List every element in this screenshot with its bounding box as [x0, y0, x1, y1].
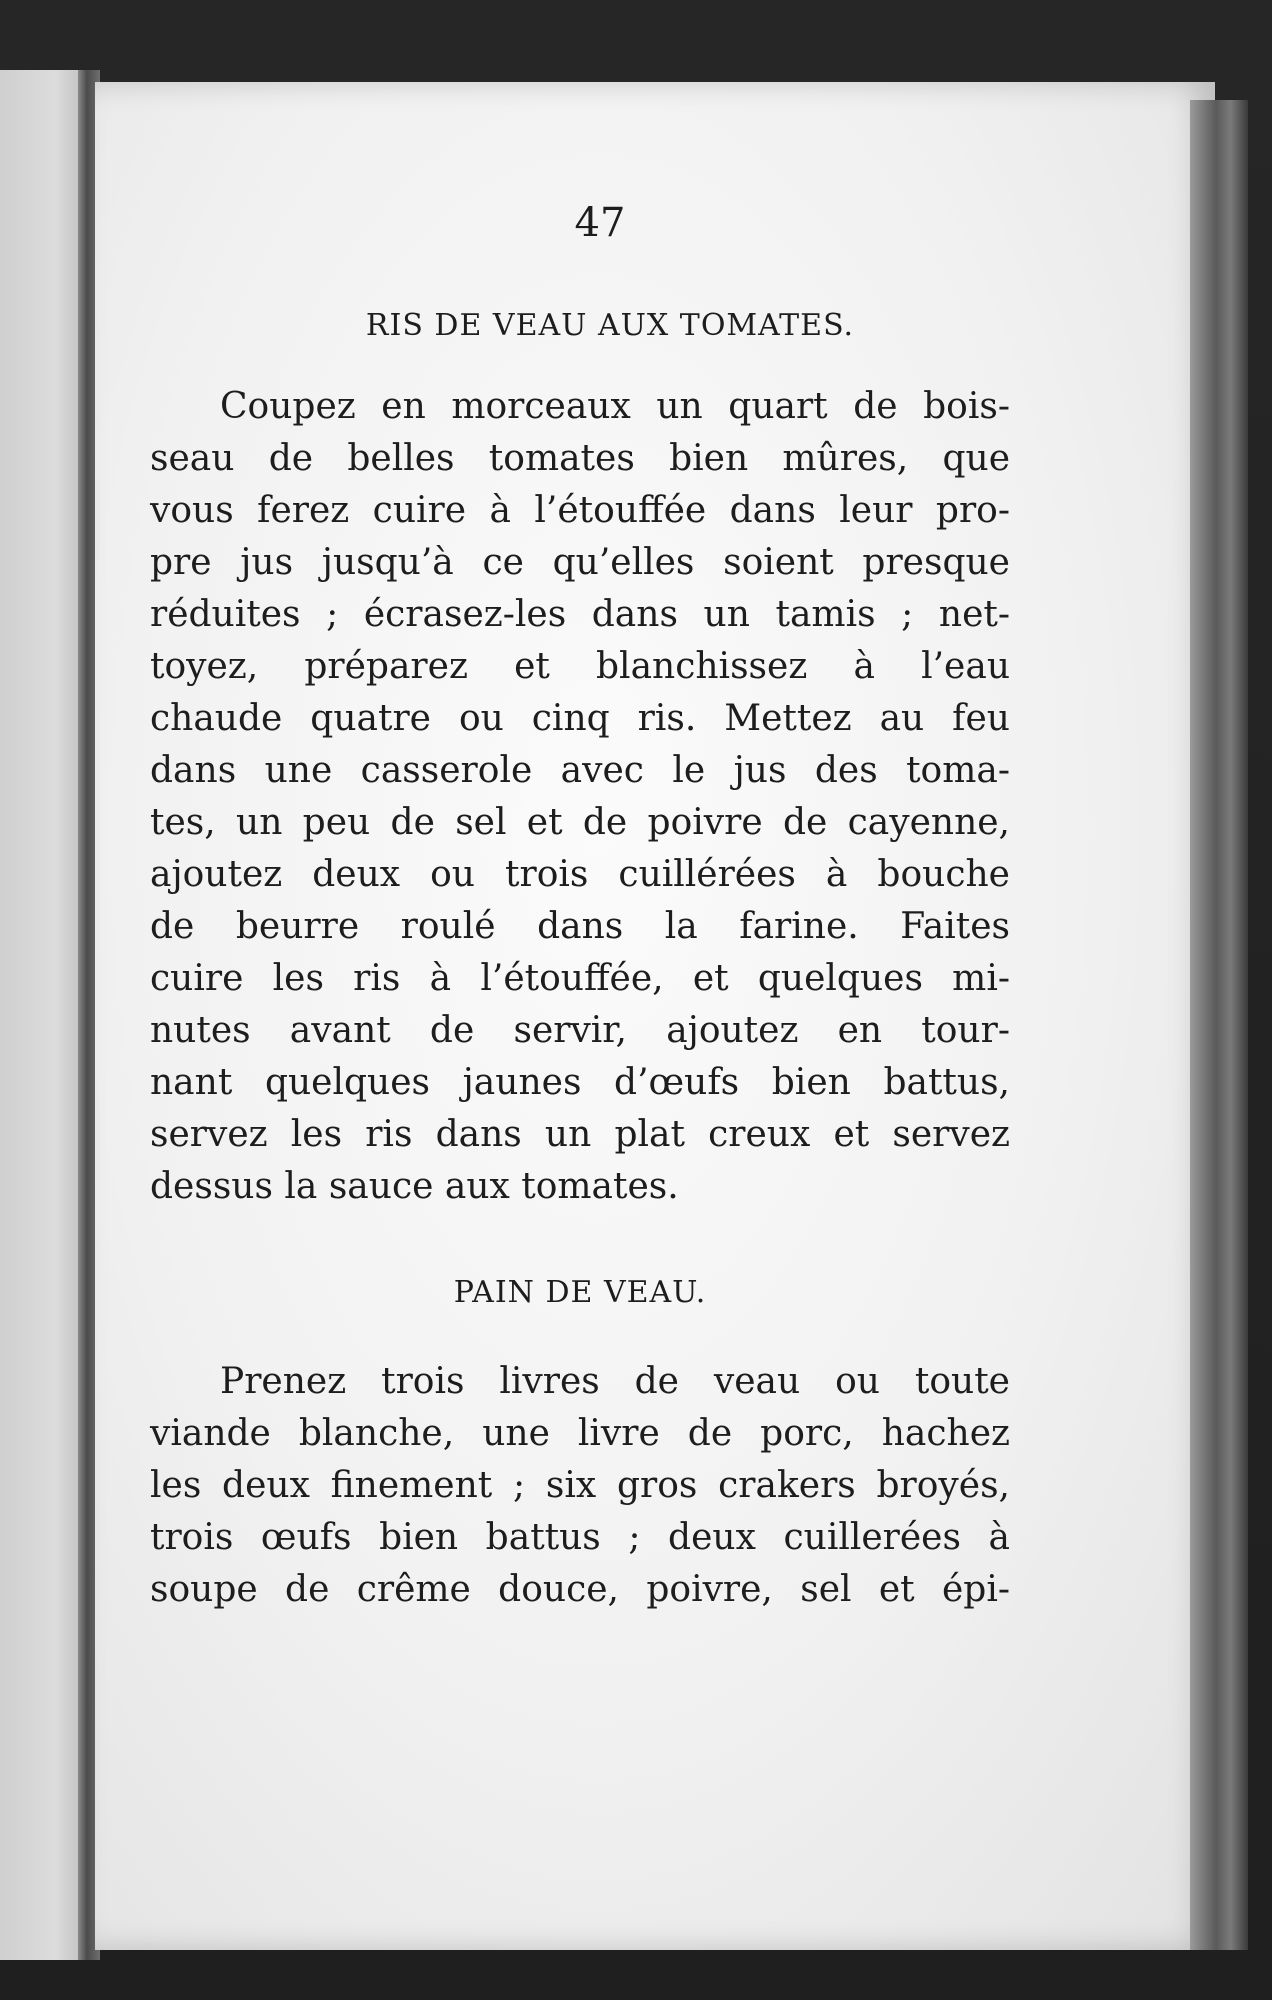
page-stack-edge	[1190, 100, 1248, 1950]
text-line: soupe de crême douce, poivre, sel et épi-	[150, 1569, 1010, 1610]
text-line: toyez, préparez et blanchissez à l’eau	[150, 646, 1010, 687]
text-line: de beurre roulé dans la farine. Faites	[150, 906, 1010, 947]
text-line: nutes avant de servir, ajoutez en tour-	[150, 1010, 1010, 1051]
text-line: les deux finement ; six gros crakers broyés,	[150, 1465, 1010, 1506]
recipe-body-pain-de-veau	[150, 1356, 1010, 1616]
text-line: cuire les ris à l’étouffée, et quelques mi-	[150, 958, 1010, 999]
text-line: dans une casserole avec le jus des toma-	[150, 750, 1010, 791]
text-line: Prenez trois livres de veau ou toute	[220, 1361, 1010, 1402]
text-line: seau de belles tomates bien mûres, que	[150, 438, 1010, 479]
text-line: Coupez en morceaux un quart de bois-	[220, 386, 1010, 427]
text-line: ajoutez deux ou trois cuillérées à bouche	[150, 854, 1010, 895]
text-line: vous ferez cuire à l’étouffée dans leur pro-	[150, 490, 1010, 531]
text-line: chaude quatre ou cinq ris. Mettez au feu	[150, 698, 1010, 739]
text-line: servez les ris dans un plat creux et servez	[150, 1114, 1010, 1155]
text-line: trois œufs bien battus ; deux cuillerées à	[150, 1517, 1010, 1558]
page-content	[150, 200, 1010, 1616]
recipe-body-ris-de-veau	[150, 381, 1010, 1213]
text-line: réduites ; écrasez-les dans un tamis ; net-	[150, 594, 1010, 635]
recipe-title-ris-de-veau: RIS DE VEAU AUX TOMATES.	[365, 308, 855, 343]
text-line: dessus la sauce aux tomates.	[150, 1166, 679, 1207]
page-number: 47	[574, 200, 626, 246]
text-line: viande blanche, une livre de porc, hachez	[150, 1413, 1010, 1454]
text-line: nant quelques jaunes d’œufs bien battus,	[150, 1062, 1010, 1103]
text-line: pre jus jusqu’à ce qu’elles soient presque	[150, 542, 1010, 583]
text-line: tes, un peu de sel et de poivre de cayenne,	[150, 802, 1010, 843]
recipe-title-pain-de-veau: PAIN DE VEAU.	[453, 1275, 707, 1310]
